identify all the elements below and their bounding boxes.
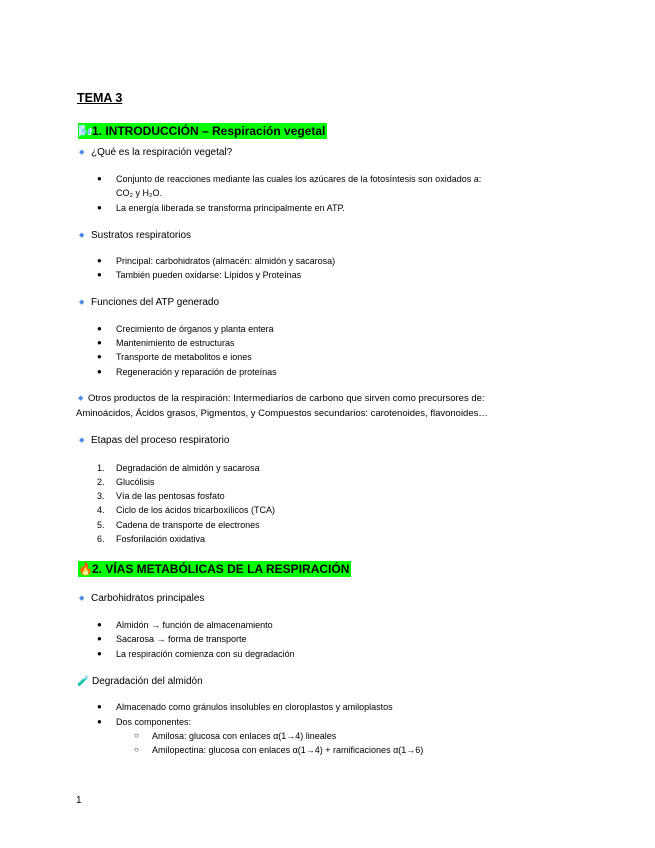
bullet-icon: ● <box>97 352 102 361</box>
item-number: 1. <box>97 463 105 473</box>
section-heading-introduccion <box>78 124 327 139</box>
list-item-continuation: CO₂ y H₂O. <box>116 188 162 198</box>
item-text: Degradación de almidón y sacarosa <box>116 463 260 473</box>
subheading-text: Sustratos respiratorios <box>91 230 192 241</box>
list-item-text: La respiración comienza con su degradación <box>116 649 295 659</box>
blue-diamond-icon: ◆ <box>79 232 85 239</box>
heading-text: 2. VÍAS METABÓLICAS DE LA RESPIRACIÓN <box>92 562 350 576</box>
bullet-icon: ● <box>97 270 102 279</box>
item-text: Cadena de transporte de electrones <box>116 520 260 530</box>
bullet-icon: ● <box>97 649 102 658</box>
test-tube-icon: 🧪 <box>77 676 90 687</box>
bullet-icon: ● <box>97 256 102 265</box>
blue-diamond-icon: ◆ <box>79 595 85 602</box>
list-item-text: Dos componentes: <box>116 717 192 727</box>
item-text: Ciclo de los ácidos tricarboxílicos (TCA) <box>116 505 276 515</box>
section-heading-vias-metabolicas <box>78 562 351 577</box>
subheading-text: Funciones del ATP generado <box>91 297 220 308</box>
subheading-funciones <box>79 296 219 309</box>
subheading-text: Degradación del almidón <box>92 676 203 687</box>
subheading-carbohidratos <box>79 592 204 605</box>
subheading-text: Carbohidratos principales <box>91 593 205 604</box>
blue-diamond-icon: ◆ <box>79 149 85 156</box>
page-number: 1 <box>76 795 82 806</box>
list-item-text: Crecimiento de órganos y planta entera <box>116 324 274 334</box>
subheading-sustratos <box>79 229 191 242</box>
list-item-text: Amilosa: glucosa con enlaces α(1→4) lineales <box>152 731 337 741</box>
list-item-text: Almidón → función de almacenamiento <box>116 620 273 630</box>
list-item-text: Principal: carbohidratos (almacén: almidón y sacarosa) <box>116 256 336 266</box>
heading-text: 1. INTRODUCCIÓN – Respiración vegetal <box>92 124 326 138</box>
subheading-etapas <box>79 434 229 447</box>
list-item-text: Almacenado como gránulos insolubles en cloroplastos y amiloplastos <box>116 702 393 712</box>
list-item-text: Regeneración y reparación de proteínas <box>116 367 277 377</box>
subheading-que-es <box>79 146 232 159</box>
document-title: TEMA 3 <box>77 91 123 105</box>
blue-diamond-icon: ◆ <box>79 299 85 306</box>
bullet-icon: ● <box>97 634 102 643</box>
heading-highlight <box>78 561 351 577</box>
circle-bullet-icon: ○ <box>134 731 139 740</box>
list-item-text: Conjunto de reacciones mediante las cuales los azúcares de la fotosíntesis son oxidados a: <box>116 174 482 184</box>
subheading-text: ¿Qué es la respiración vegetal? <box>91 147 233 158</box>
wind-icon: 🌬️ <box>78 124 93 138</box>
bullet-icon: ● <box>97 338 102 347</box>
item-text: Glucólisis <box>116 477 155 487</box>
heading-highlight <box>78 123 327 139</box>
paragraph-continuation: Aminoácidos, Ácidos grasos, Pigmentos, y Compuestos secundarios: carotenoides, flavonoides… <box>76 408 488 419</box>
list-item-text: La energía liberada se transforma principalmente en ATP. <box>116 203 345 213</box>
bullet-icon: ● <box>97 174 102 183</box>
blue-diamond-icon: ◆ <box>79 437 85 444</box>
circle-bullet-icon: ○ <box>134 745 139 754</box>
bullet-icon: ● <box>97 702 102 711</box>
list-item-text: Mantenimiento de estructuras <box>116 338 235 348</box>
fire-icon: 🔥 <box>78 562 93 576</box>
subheading-degradacion <box>77 675 203 688</box>
item-text: Fosforilación oxidativa <box>116 534 206 544</box>
item-number: 4. <box>97 505 105 515</box>
item-number: 6. <box>97 534 105 544</box>
item-number: 5. <box>97 520 105 530</box>
list-item-text: Transporte de metabolitos e iones <box>116 352 252 362</box>
subheading-text: Etapas del proceso respiratorio <box>91 435 230 446</box>
item-number: 2. <box>97 477 105 487</box>
bullet-icon: ● <box>97 717 102 726</box>
item-number: 3. <box>97 491 105 501</box>
paragraph-otros-productos <box>78 391 578 406</box>
list-item-text: También pueden oxidarse: Lípidos y Proteínas <box>116 270 302 280</box>
item-text: Vía de las pentosas fosfato <box>116 491 225 501</box>
bullet-icon: ● <box>97 324 102 333</box>
paragraph-text: Otros productos de la respiración: Intermediarios de carbono que sirven como precursores de: <box>88 393 485 404</box>
list-item-text: Sacarosa → forma de transporte <box>116 634 247 644</box>
list-item-text: Amilopectina: glucosa con enlaces α(1→4) + ramificaciones α(1→6) <box>152 745 424 755</box>
blue-diamond-icon: ◆ <box>78 395 84 402</box>
bullet-icon: ● <box>97 367 102 376</box>
bullet-icon: ● <box>97 620 102 629</box>
bullet-icon: ● <box>97 203 102 212</box>
